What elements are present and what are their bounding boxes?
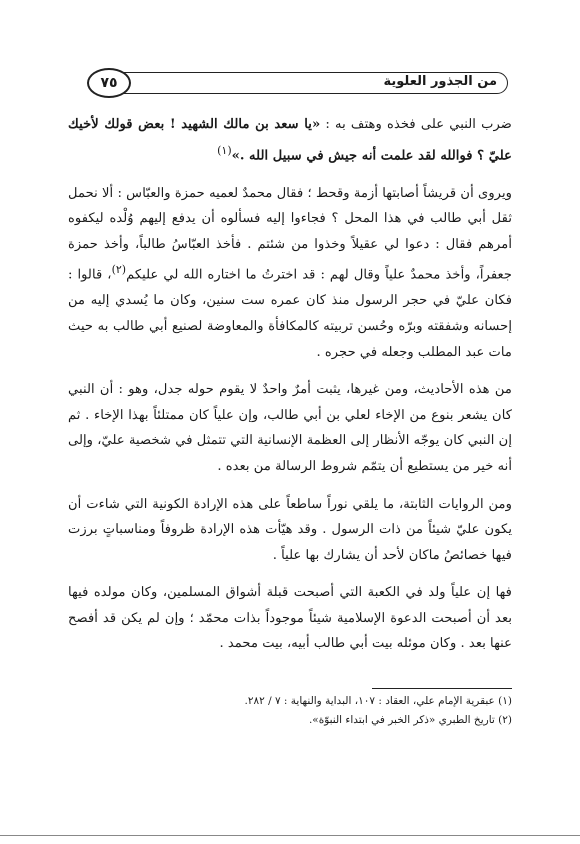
footnote-ref-2: (٢) [111, 263, 127, 277]
page-number-badge: ٧٥ [87, 68, 131, 98]
p2-text: ويروى أن قريشاً أصابتها أزمة وقحط ؛ فقال محمدٌ لعميه حمزة والعبّاس : ألا نحمل ثقل أبي طالب في هذا المحل ؟ فجاءوا إليه فسألوه أن يدفع إليهم وُلْده ليكفوه أمرهم فقال : دعوا لي عقيلاً وخذوا من شئتم . فأخذ العبّاسُ طالباً، وأخذ حمزة جعفراً، وأخذ محمدٌ علياً وقال لهم : قد اخترتُ ما اختاره الله لي عليكم [68, 185, 513, 283]
paragraph-1 [68, 112, 512, 169]
header-title: من الجذور العلوية [383, 74, 497, 89]
page-bottom-edge [0, 835, 580, 836]
main-text [68, 112, 512, 657]
paragraph-2 [68, 181, 512, 366]
running-header [88, 72, 508, 94]
p1-quote: «يا سعد بن مالك الشهيد ! بعض قولك لأخيك عليّ ؟ فوالله لقد علمت أنه جيش في سبيل الله .» [68, 117, 512, 163]
footnote-divider [372, 688, 512, 689]
footnote-2: (٢) تاريخ الطبري «ذكر الخبر في ابتداء النبوّة». [308, 714, 512, 726]
paragraph-3: من هذه الأحاديث، ومن غيرها، يثبت أمرٌ واحدٌ لا يقوم حوله جدل، وهو : أن النبي كان يشعر بنوع من الإخاء لعلي بن أبي طالب، وإن علياً كان ممتلئاً بهذا الإخاء . ثم إن النبي كان يوجّه الأنظار إلى العظمة الإنسانية التي تتمثل في شخصية عليّ، وإلى أنه خير من يستطيع أن يتمّم شروط الرسالة من بعده . [68, 382, 512, 474]
p1-intro: ضرب النبي على فخذه وهتف به : [320, 117, 512, 132]
footnotes [68, 692, 512, 730]
footnote-1: (١) عبقرية الإمام علي، العقاد : ١٠٧، البداية والنهاية : ٧ / ٢٨٢. [244, 695, 512, 707]
p2-rest: ، قالوا : فكان عليّ في حجر الرسول منذ كان عمره ست سنين، وكان ما يُسدي إليه من إحسانه وشفقته وبرّه وحُسن تربيته كالمكافأة والمعاوضة لصنيع أبي طالب به حيث مات عبد المطلب وجعله في حجره . [68, 267, 512, 360]
paragraph-5: فها إن علياً ولد في الكعبة التي أصبحت قبلة أشواق المسلمين، وكان مولده فيها بعد أن أصبحت الدعوة الإسلامية شيئاً موجوداً بذات محمّد ؛ وإن لم يكن قد أفصح عنها بعد . وكان موئله بيت أبي طالب أبيه، بيت محمد . [68, 585, 512, 652]
paragraph-4: ومن الروايات الثابتة، ما يلقي نوراً ساطعاً على هذه الإرادة الكونية التي شاءت أن يكون عليّ شيئاً من ذات الرسول . وقد هيّأت هذه الإرادة ظروفاً ومناسباتٍ برزت فيها خصائصُ ماكان لأحد أن يشارك بها علياً . [68, 496, 512, 563]
footnote-ref-1: (١) [217, 143, 232, 157]
